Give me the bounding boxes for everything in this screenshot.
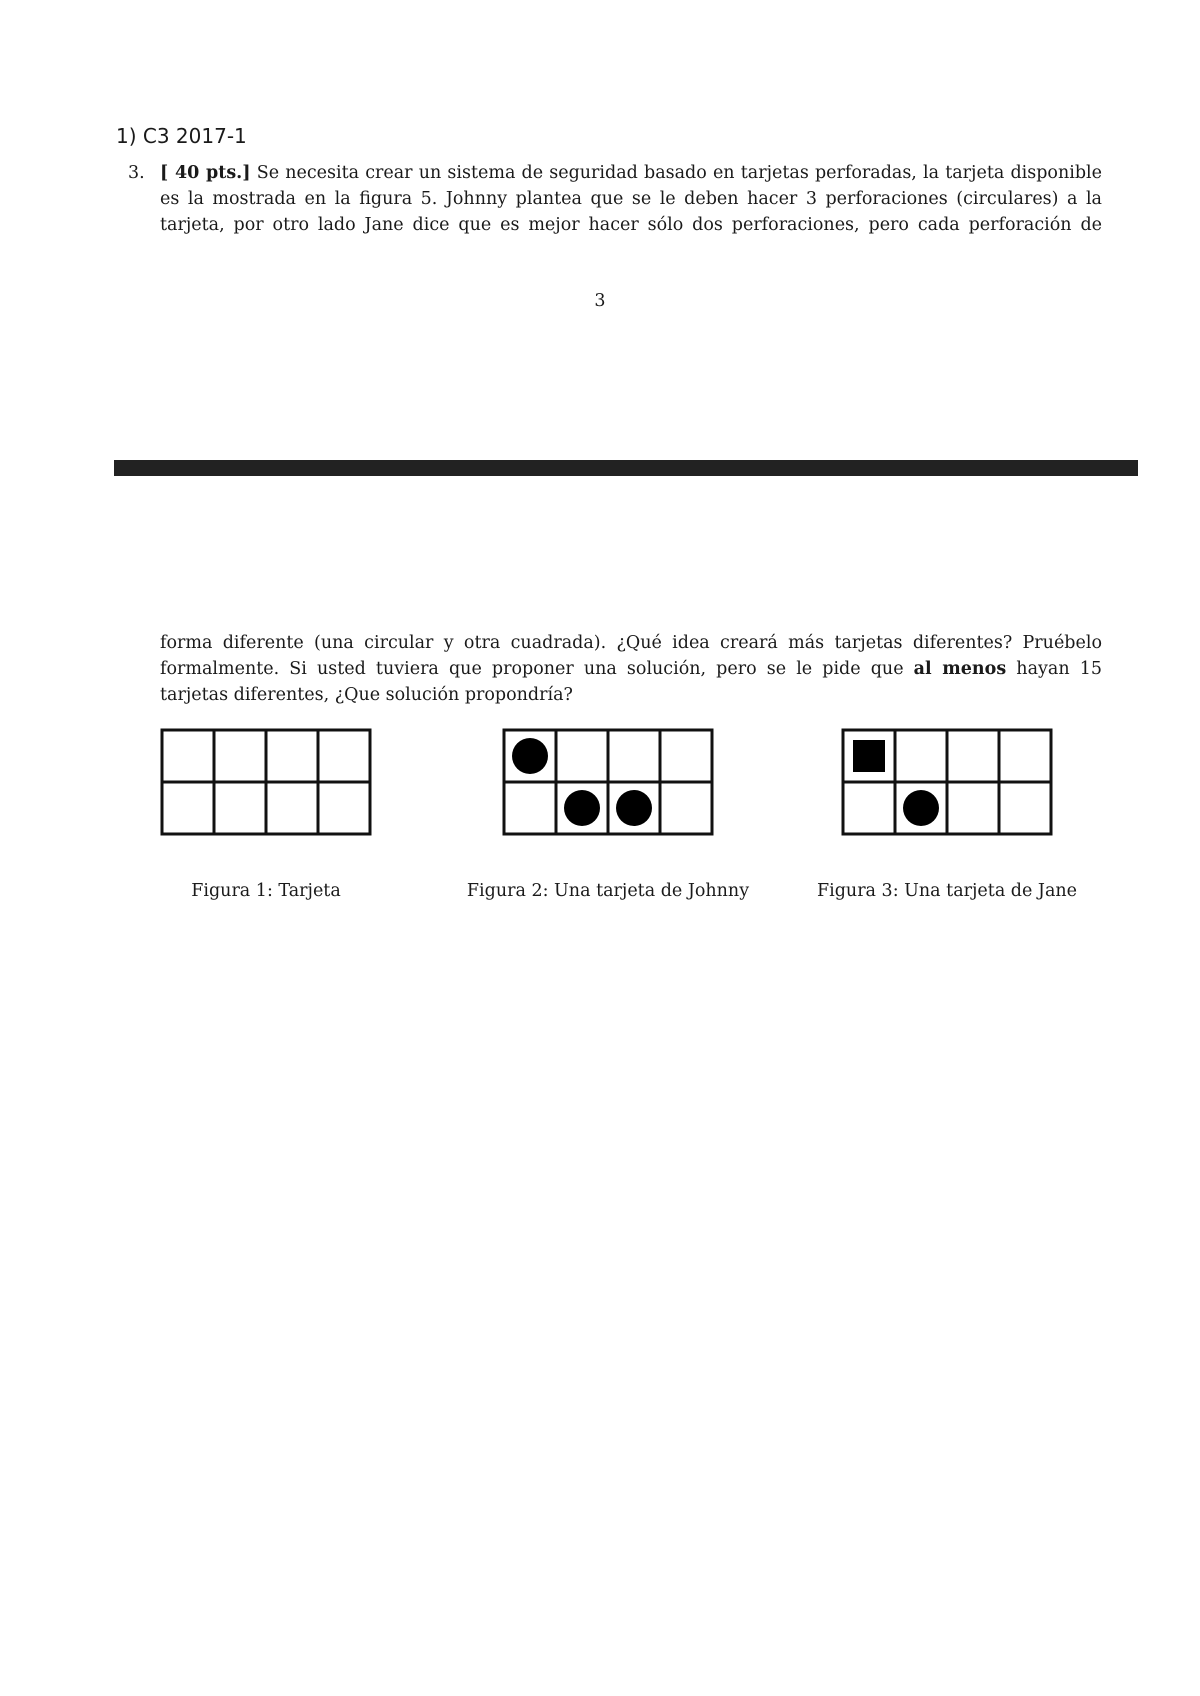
card-grid-1 [160,728,372,836]
square-punch-0 [853,740,885,772]
card-cell-r0-c2 [947,730,999,782]
card-cell-r1-c3 [999,782,1051,834]
figure-3-caption: Figura 3: Una tarjeta de Jane [816,881,1078,901]
card-cell-r1-c0 [162,782,214,834]
card-cell-r0-c3 [318,730,370,782]
problem-line-1-text: Se necesita crear un sistema de seguridad basado en tarjetas perforadas, la tarjeta disponible [256,163,1102,183]
card-cell-r1-c3 [318,782,370,834]
problem-line-3: tarjeta, por otro lado Jane dice que es mejor hacer sólo dos perforaciones, pero cada perforación de [160,215,1102,235]
circle-punch-0 [512,738,548,774]
card-grid-2 [502,728,714,836]
card-cell-r0-c0 [162,730,214,782]
continuation-line-2-end: hayan 15 [1016,659,1102,679]
circle-punch-1 [564,790,600,826]
emphasis-al-menos: al menos [913,659,1007,679]
card-cell-r1-c0 [504,782,556,834]
card-cell-r0-c2 [266,730,318,782]
circle-punch-1 [903,790,939,826]
page-divider [114,460,1138,476]
card-cell-r1-c1 [214,782,266,834]
figure-1-caption: Figura 1: Tarjeta [191,881,341,901]
figure-2-johnny-card [458,728,758,908]
continuation-line-3: tarjetas diferentes, ¿Que solución propondría? [160,685,573,705]
problem-continuation [160,630,1102,708]
card-grid-3 [841,728,1053,836]
card-cell-r1-c3 [660,782,712,834]
figure-3-jane-card [797,728,1097,908]
document-heading: 1) C3 2017-1 [116,124,247,148]
card-cell-r0-c2 [608,730,660,782]
continuation-line-1: forma diferente (una circular y otra cuadrada). ¿Qué idea creará más tarjetas diferentes? Pruébelo [160,633,1102,653]
problem-statement [128,160,1102,238]
page-number: 3 [594,291,606,311]
continuation-line-2-start: formalmente. Si usted tuviera que proponer una solución, pero se le pide que [160,659,904,679]
card-cell-r1-c2 [947,782,999,834]
card-cell-r0-c1 [895,730,947,782]
problem-number: 3. [128,163,145,183]
card-cell-r0-c3 [660,730,712,782]
card-cell-r0-c1 [214,730,266,782]
circle-punch-2 [616,790,652,826]
problem-line-2: es la mostrada en la figura 5. Johnny plantea que se le deben hacer 3 perforaciones (circulares) a la [160,189,1102,209]
figure-1-tarjeta [116,728,416,908]
card-cell-r0-c1 [556,730,608,782]
problem-points: [ 40 pts.] [160,163,251,183]
continuation-line-2 [160,656,1102,682]
problem-line-1 [160,160,1102,186]
card-cell-r1-c0 [843,782,895,834]
card-cell-r1-c2 [266,782,318,834]
figure-2-caption: Figura 2: Una tarjeta de Johnny [466,881,750,901]
card-cell-r0-c3 [999,730,1051,782]
